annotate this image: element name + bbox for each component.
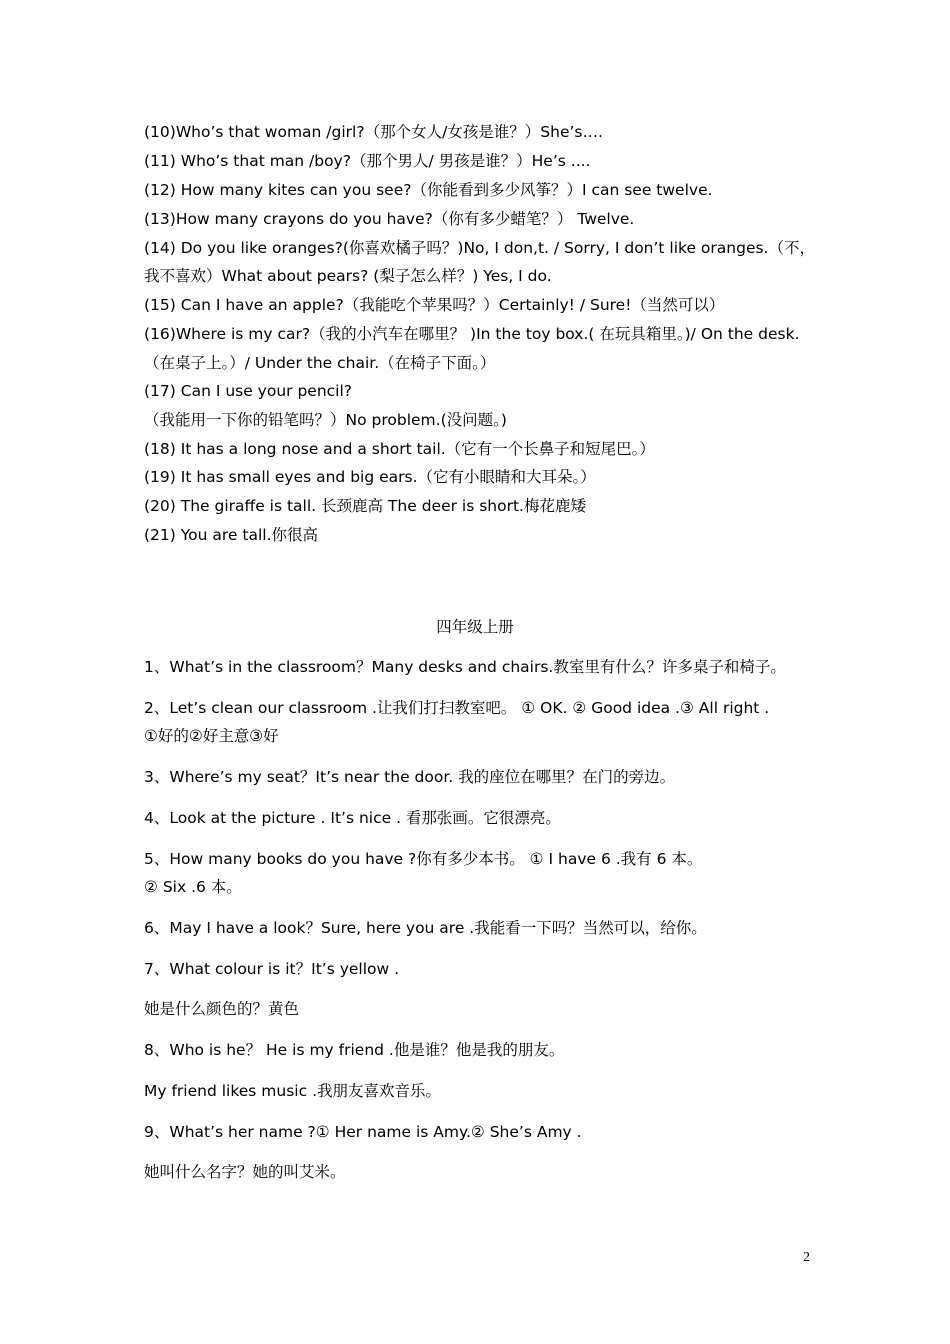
text-line: 8、Who is he？ He is my friend .他是谁？他是我的朋友。 [144, 1041, 565, 1059]
text-line: 4、Look at the picture . It’s nice . 看那张画。它很漂亮。 [144, 809, 561, 827]
text-line: （我能用一下你的铅笔吗？）No problem.(没问题。) [144, 411, 507, 429]
text-line: 她是什么颜色的？黄色 [144, 1000, 300, 1018]
text-line: (11) Who’s that man /boy?（那个男人/ 男孩是谁？）He’s .... [144, 152, 591, 170]
text-line: ② Six .6 本。 [144, 878, 242, 896]
text-line: (20) The giraffe is tall. 长颈鹿高 The deer is short.梅花鹿矮 [144, 497, 586, 515]
text-line: 9、What’s her name ?① Her name is Amy.② She’s Amy . [144, 1123, 582, 1141]
text-line: 3、Where’s my seat？It’s near the door. 我的座位在哪里？在门的旁边。 [144, 768, 676, 786]
page-number: 2 [803, 1250, 810, 1265]
text-line: 我不喜欢）What about pears? (梨子怎么样？) Yes, I do. [144, 267, 552, 285]
text-line: (16)Where is my car?（我的小汽车在哪里？ )In the toy box.( 在玩具箱里。)/ On the desk. [144, 325, 800, 343]
text-line: (18) It has a long nose and a short tail.（它有一个长鼻子和短尾巴。） [144, 440, 655, 458]
text-line: 6、May I have a look？Sure, here you are .我能看一下吗？当然可以，给你。 [144, 919, 707, 937]
text-line: (17) Can I use your pencil? [144, 382, 353, 400]
text-line: My friend likes music .我朋友喜欢音乐。 [144, 1082, 441, 1100]
section-title: 四年级上册 [436, 618, 514, 636]
text-line: (13)How many crayons do you have?（你有多少蜡笔？） Twelve. [144, 210, 635, 228]
text-line: (21) You are tall.你很高 [144, 526, 318, 544]
text-line: (19) It has small eyes and big ears.（它有小眼睛和大耳朵。） [144, 468, 596, 486]
text-line: 1、What’s in the classroom？Many desks and chairs.教室里有什么？许多桌子和椅子。 [144, 658, 786, 676]
text-line: ①好的②好主意③好 [144, 727, 279, 745]
text-line: 5、How many books do you have ?你有多少本书。 ① I have 6 .我有 6 本。 [144, 850, 703, 868]
text-line: （在桌子上。）/ Under the chair.（在椅子下面。） [144, 354, 496, 372]
text-line: 7、What colour is it？It’s yellow . [144, 960, 400, 978]
text-line: (14) Do you like oranges?(你喜欢橘子吗？)No, I don,t. / Sorry, I don’t like oranges.（不， [144, 239, 815, 257]
text-line: 2、Let’s clean our classroom .让我们打扫教室吧。 ① OK. ② Good idea .③ All right . [144, 699, 770, 717]
text-line: (12) How many kites can you see?（你能看到多少风筝？）I can see twelve. [144, 181, 713, 199]
text-line: (10)Who’s that woman /girl?（那个女人/女孩是谁？）She’s…. [144, 123, 603, 141]
text-line: 她叫什么名字？她的叫艾米。 [144, 1163, 346, 1181]
text-line: (15) Can I have an apple?（我能吃个苹果吗？）Certainly! / Sure!（当然可以） [144, 296, 725, 314]
